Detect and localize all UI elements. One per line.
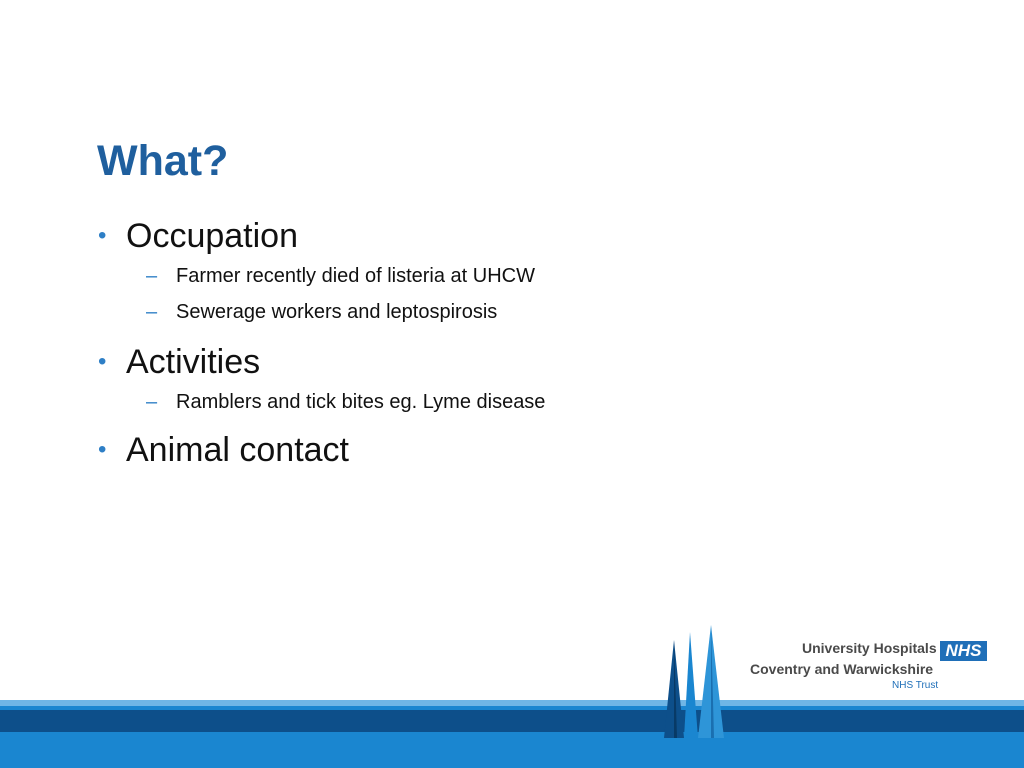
bullet-animal-contact: [98, 428, 898, 472]
subbullet-leptospirosis: [98, 294, 898, 330]
bullet-text: Occupation: [126, 217, 298, 255]
bullet-list: [98, 214, 898, 472]
dash-icon: –: [146, 301, 158, 323]
bullet-text: Animal contact: [126, 431, 349, 469]
slide-title: What?: [97, 137, 229, 185]
subbullet-listeria: [98, 258, 898, 294]
logo-coventry: Coventry and Warwickshire: [750, 661, 934, 677]
logo-university-hospitals: University Hospitals: [802, 640, 937, 656]
subbullet-text: Sewerage workers and leptospirosis: [176, 301, 498, 323]
spires-emblem-icon: [650, 620, 740, 740]
subbullet-text: Farmer recently died of listeria at UHCW: [176, 265, 535, 287]
bullet-dot-icon: •: [98, 436, 107, 463]
footer-band: [0, 700, 1024, 768]
nhs-badge: NHS: [940, 641, 987, 661]
bullet-dot-icon: •: [98, 348, 107, 375]
bullet-occupation: [98, 214, 898, 258]
subbullet-text: Ramblers and tick bites eg. Lyme disease: [176, 391, 546, 413]
logo-nhs-trust: NHS Trust: [892, 680, 939, 691]
bullet-activities: [98, 340, 898, 384]
dash-icon: –: [146, 265, 158, 287]
bullet-dot-icon: •: [98, 222, 107, 249]
subbullet-lyme: [98, 384, 898, 420]
dash-icon: –: [146, 391, 158, 413]
bullet-text: Activities: [126, 343, 261, 381]
